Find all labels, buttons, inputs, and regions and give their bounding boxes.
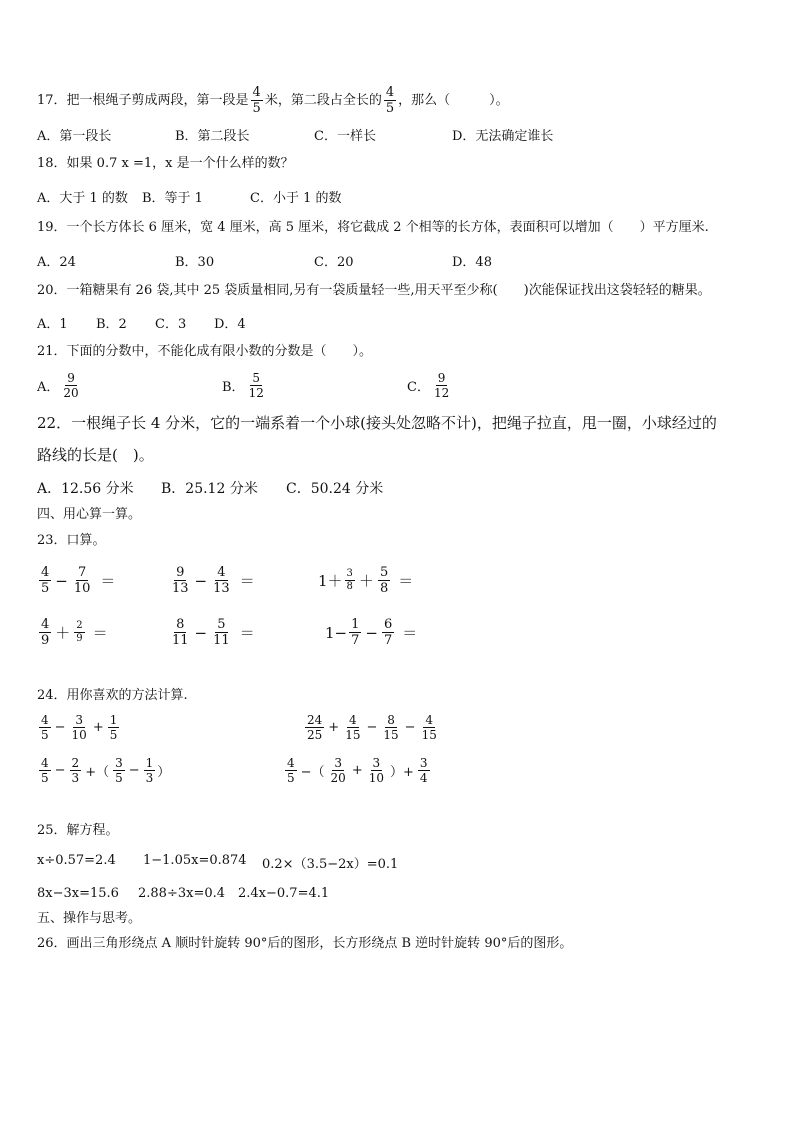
q21-stem: 21．下面的分数中，不能化成有限小数的分数是（ ）。 — [37, 344, 373, 359]
q24-title: 24．用你喜欢的方法计算. — [37, 688, 188, 703]
q22-option-c: C．50.24 分米 — [286, 481, 384, 497]
q23-expr-6: 1− $\frac{1}{7}$ − $\frac{6}{7}$ ＝ — [325, 617, 418, 648]
q17-option-a: A．第一段长 — [37, 129, 112, 144]
q23-expr-5: $\frac{8}{11}$ − $\frac{5}{11}$ ＝ — [172, 617, 255, 648]
q21-option-b: B． $\frac{5}{12}$ — [222, 371, 264, 400]
q17-stem — [37, 86, 509, 115]
q20-option-d: D．4 — [214, 317, 246, 332]
section-5-heading: 五、操作与思考。 — [37, 911, 142, 926]
q18-option-c: C．小于 1 的数 — [250, 191, 342, 206]
q17-fraction-2: $\frac{4}{5}$ — [385, 85, 395, 116]
q17-option-d: D．无法确定谁长 — [452, 129, 554, 144]
q17-option-b: B．第二段长 — [175, 129, 250, 144]
q19-option-a: A．24 — [37, 255, 76, 270]
q23-title: 23．口算。 — [37, 533, 106, 548]
q25-title: 25．解方程。 — [37, 823, 119, 838]
q19-option-c: C．20 — [314, 255, 354, 270]
q21-option-a: A． $\frac{9}{20}$ — [37, 371, 79, 400]
q24-expr-4: $\frac{4}{5}$ −（ $\frac{3}{20}$ + $\frac{3}{10}$ ）+ $\frac{3}{4}$ — [287, 756, 428, 785]
q19-stem: 19．一个长方体长 6 厘米，宽 4 厘米，高 5 厘米，将它截成 2 个相等的长方体，表面积可以增加（ ）平方厘米. — [37, 220, 709, 235]
q21-option-c: C． $\frac{9}{12}$ — [407, 371, 450, 400]
q20-stem: 20．一箱糖果有 26 袋,其中 25 袋质量相同,另有一袋质量轻一些,用天平至少称( )次能保证找出这袋轻轻的糖果。 — [37, 283, 711, 298]
q25-equation-5: 2.88÷3x=0.4 — [138, 886, 226, 901]
q23-expr-1: $\frac{4}{5}$ − $\frac{7}{10}$ ＝ — [41, 565, 116, 596]
q24-expr-3: $\frac{4}{5}$ − $\frac{2}{3}$ +（ $\frac{3}{5}$ − $\frac{1}{3}$ ） — [41, 756, 171, 785]
q18-option-a: A．大于 1 的数 — [37, 191, 128, 206]
q22-option-b: B．25.12 分米 — [161, 481, 258, 497]
q22-stem-line2: 路线的长是( )。 — [37, 446, 154, 464]
q22-stem-line1: 22．一根绳子长 4 分米，它的一端系着一个小球(接头处忽略不计)，把绳子拉直，甩一圈，小球经过的 — [37, 414, 717, 432]
q21-fraction-c: $\frac{9}{12}$ — [433, 371, 450, 400]
q17-option-c: C．一样长 — [314, 129, 376, 144]
section-4-heading: 四、用心算一算。 — [37, 507, 142, 522]
q17-text-b: 米，第二段占全长的 — [264, 92, 382, 108]
q25-equation-6: 2.4x−0.7=4.1 — [238, 886, 330, 901]
q20-option-c: C．3 — [155, 317, 187, 332]
q17-text-a: 17．把一根绳子剪成两段，第一段是 — [37, 92, 249, 108]
q18-stem: 18．如果 0.7 x =1，x 是一个什么样的数？ — [37, 156, 294, 171]
q25-equation-4: 8x−3x=15.6 — [37, 886, 119, 901]
q24-expr-1: $\frac{4}{5}$ − $\frac{3}{10}$ + $\frac{1}{5}$ — [41, 713, 118, 742]
q25-equation-3: 0.2×（3.5−2x）=0.1 — [262, 857, 399, 872]
q25-equation-1: x÷0.57=2.4 — [37, 853, 116, 868]
q23-expr-3: 1＋ $\frac{3}{8}$ ＋ $\frac{5}{8}$ ＝ — [318, 565, 414, 596]
q23-expr-2: $\frac{9}{13}$ − $\frac{4}{13}$ ＝ — [172, 565, 255, 596]
q18-option-b: B．等于 1 — [142, 191, 203, 206]
q25-equation-2: 1−1.05x=0.874 — [143, 853, 247, 868]
q22-option-a: A．12.56 分米 — [37, 481, 134, 497]
q21-fraction-b: $\frac{5}{12}$ — [248, 371, 264, 400]
q23-expr-4: $\frac{4}{9}$ ＋ $\frac{2}{9}$ ＝ — [41, 617, 108, 648]
q26-stem: 26．画出三角形绕点 A 顺时针旋转 90°后的图形，长方形绕点 B 逆时针旋转 90°后的图形。 — [37, 936, 573, 951]
q17-text-c: ，那么（ ）。 — [398, 92, 509, 108]
q19-option-b: B．30 — [175, 255, 215, 270]
q20-option-b: B．2 — [96, 317, 127, 332]
q17-fraction-1: $\frac{4}{5}$ — [252, 85, 261, 116]
q20-option-a: A．1 — [37, 317, 68, 332]
q19-option-d: D．48 — [452, 255, 492, 270]
q21-fraction-a: $\frac{9}{20}$ — [63, 371, 79, 400]
q24-expr-2: $\frac{24}{25}$ + $\frac{4}{15}$ − $\frac{8}{15}$ − $\frac{4}{15}$ — [307, 713, 437, 742]
